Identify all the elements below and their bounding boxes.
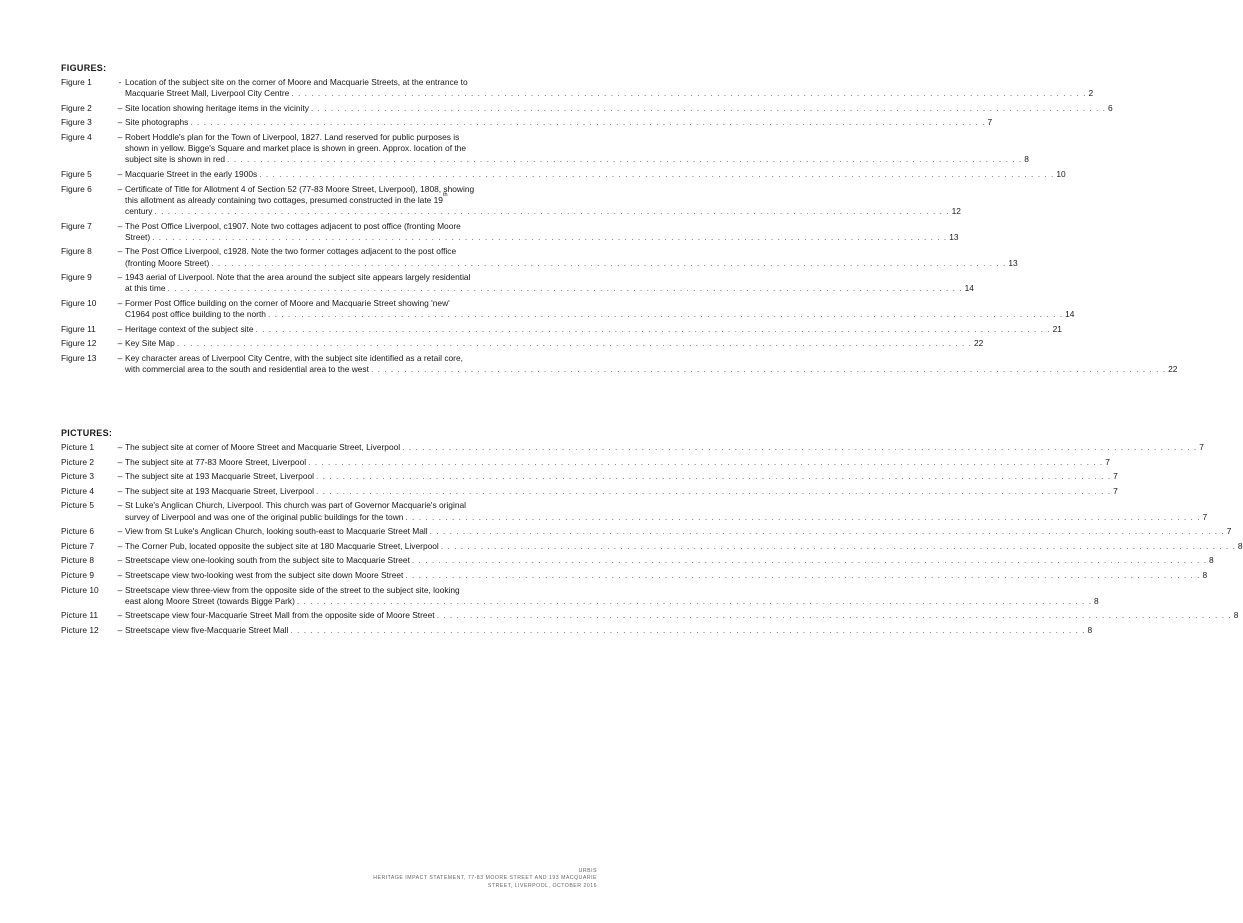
figure-caption bbox=[125, 77, 1094, 99]
figure-entry[interactable] bbox=[61, 297, 1075, 320]
figure-page-number: 14 bbox=[1065, 309, 1075, 320]
figure-caption bbox=[125, 323, 1062, 335]
picture-separator: – bbox=[117, 526, 123, 537]
figure-entry[interactable] bbox=[61, 272, 974, 294]
figure-caption bbox=[125, 168, 1066, 180]
figure-page-number: 10 bbox=[1056, 168, 1066, 179]
picture-page-number: 7 bbox=[1113, 471, 1118, 482]
figure-separator: – bbox=[117, 323, 123, 334]
figure-page-number: 8 bbox=[1024, 154, 1029, 165]
leader-dots: . . . . . . . . . . . . . . . . . . . . . . . . . . . . . . . . . . . . . . . . . . . . . . . . . . . . . . . . . . . . . . . . . . . . . . . . . . . . . . . . . . . . . . . . . . . . . . . . . . . . . . . . . . . . . . . . . . . . . . . . bbox=[402, 442, 1198, 452]
figure-entry[interactable] bbox=[61, 102, 1113, 114]
figure-entry[interactable] bbox=[61, 168, 1066, 180]
figure-caption-line: The Post Office Liverpool, c1928. Note the two former cottages adjacent to the post office bbox=[125, 246, 457, 257]
picture-separator: – bbox=[117, 485, 123, 496]
picture-entry[interactable] bbox=[61, 526, 1232, 537]
figure-caption-line: shown in yellow. Bigge's Square and market place is shown in green. Approx. location of the bbox=[125, 143, 466, 154]
figure-caption-line: Macquarie Street in the early 1900s bbox=[125, 168, 258, 179]
figure-caption-line: Former Post Office building on the corner of Moore and Macquarie Street showing 'new' bbox=[125, 297, 450, 308]
figure-caption bbox=[125, 272, 974, 294]
figure-entry[interactable] bbox=[61, 183, 961, 218]
figure-label: Figure 2 bbox=[61, 102, 92, 113]
picture-caption bbox=[125, 471, 1118, 482]
figure-caption-line: Site photographs bbox=[125, 117, 189, 128]
picture-caption-line: Streetscape view four-Macquarie Street Mall from the opposite side of Moore Street bbox=[125, 610, 435, 621]
leader-dots: . . . . . . . . . . . . . . . . . . . . . . . . . . . . . . . . . . . . . . . . . . . . . . . . . . . . . . . . . . . . . . . . . . . . . . . . . . . . . . . . . . . . . . . . . . . . . . . . . . . . . . . . . . . . . . . . . . . . . . . . bbox=[167, 283, 963, 294]
leader-dots: . . . . . . . . . . . . . . . . . . . . . . . . . . . . . . . . . . . . . . . . . . . . . . . . . . . . . . . . . . . . . . . . . . . . . . . . . . . . . . . . . . . . . . . . . . . . . . . . . . . . . . . . . . . . . . . . . . . . . . . . bbox=[436, 610, 1232, 621]
figure-separator: – bbox=[117, 102, 123, 113]
figure-separator: – bbox=[117, 168, 123, 179]
picture-label: Picture 6 bbox=[61, 526, 95, 537]
picture-caption-line: Streetscape view one-looking south from the subject site to Macquarie Street bbox=[125, 555, 410, 566]
leader-dots: . . . . . . . . . . . . . . . . . . . . . . . . . . . . . . . . . . . . . . . . . . . . . . . . . . . . . . . . . . . . . . . . . . . . . . . . . . . . . . . . . . . . . . . . . . . . . . . . . . . . . . . . . . . . . . . . . . . . . . . . bbox=[405, 569, 1201, 580]
figure-entry[interactable] bbox=[61, 352, 1178, 375]
figure-caption-line: Location of the subject site on the corner of Moore and Macquarie Streets, at the entrance to bbox=[125, 77, 468, 87]
leader-dots: . . . . . . . . . . . . . . . . . . . . . . . . . . . . . . . . . . . . . . . . . . . . . . . . . . . . . . . . . . . . . . . . . . . . . . . . . . . . . . . . . . . . . . . . . . . . . . . . . . . . . . . . . . . . . . . . . . . . . . . . bbox=[296, 595, 1093, 606]
picture-label: Picture 1 bbox=[61, 442, 95, 452]
picture-page-number: 7 bbox=[1226, 526, 1232, 537]
figure-label: Figure 3 bbox=[61, 117, 92, 128]
figure-label: Figure 13 bbox=[61, 352, 97, 363]
figure-label: Figure 6 bbox=[61, 183, 92, 194]
figure-caption bbox=[125, 117, 993, 128]
picture-caption-line: east along Moore Street (towards Bigge Park) bbox=[125, 595, 295, 606]
figure-caption bbox=[125, 102, 1113, 114]
leader-dots: . . . . . . . . . . . . . . . . . . . . . . . . . . . . . . . . . . . . . . . . . . . . . . . . . . . . . . . . . . . . . . . . . . . . . . . . . . . . . . . . . . . . . . . . . . . . . . . . . . . . . . . . . . . . . . . . . . . . . . . . bbox=[227, 154, 1023, 165]
picture-label: Picture 5 bbox=[61, 500, 95, 511]
picture-separator: – bbox=[117, 500, 123, 511]
picture-separator: – bbox=[117, 584, 123, 595]
picture-caption bbox=[125, 456, 1110, 468]
picture-label: Picture 2 bbox=[61, 456, 95, 467]
picture-page-number: 7 bbox=[1105, 456, 1110, 467]
figure-caption-line: Certificate of Title for Allotment 4 of Section 52 (77-83 Moore Street, Liverpool), 1808, showing bbox=[125, 183, 475, 194]
leader-dots: . . . . . . . . . . . . . . . . . . . . . . . . . . . . . . . . . . . . . . . . . . . . . . . . . . . . . . . . . . . . . . . . . . . . . . . . . . . . . . . . . . . . . . . . . . . . . . . . . . . . . . . . . . . . . . . . . . . . . . . . bbox=[411, 555, 1208, 566]
picture-label: Picture 7 bbox=[61, 540, 95, 551]
leader-dots: . . . . . . . . . . . . . . . . . . . . . . . . . . . . . . . . . . . . . . . . . . . . . . . . . . . . . . . . . . . . . . . . . . . . . . . . . . . . . . . . . . . . . . . . . . . . . . . . . . . . . . . . . . . . . . . . . . . . . . . . bbox=[176, 338, 972, 349]
picture-caption bbox=[125, 526, 1232, 537]
figure-label: Figure 10 bbox=[61, 297, 97, 308]
picture-caption bbox=[125, 610, 1239, 621]
picture-entry[interactable] bbox=[61, 584, 1099, 607]
figure-separator: – bbox=[117, 131, 123, 142]
figures-list bbox=[61, 77, 1178, 379]
figure-separator: – bbox=[117, 297, 123, 308]
page-footer bbox=[373, 868, 597, 890]
footer-company: URBIS bbox=[578, 868, 597, 874]
leader-dots: . . . . . . . . . . . . . . . . . . . . . . . . . . . . . . . . . . . . . . . . . . . . . . . . . . . . . . . . . . . . . . . . . . . . . . . . . . . . . . . . . . . . . . . . . . . . . . . . . . . . . . . . . . . . . . . . . . . . . . . . bbox=[308, 456, 1104, 467]
picture-separator: – bbox=[117, 569, 123, 580]
figure-page-number: 22 bbox=[973, 338, 984, 349]
figure-page-number: 13 bbox=[1008, 257, 1018, 268]
picture-entry[interactable] bbox=[61, 569, 1208, 581]
picture-caption-line: The subject site at 193 Macquarie Street, Liverpool bbox=[125, 471, 315, 482]
figure-entry[interactable] bbox=[61, 338, 984, 349]
picture-separator: – bbox=[117, 456, 123, 467]
picture-entry[interactable] bbox=[61, 471, 1118, 482]
figure-separator: – bbox=[117, 183, 123, 194]
pictures-list bbox=[61, 442, 1243, 640]
figure-caption-line: C1964 post office building to the north bbox=[125, 309, 266, 320]
picture-page-number: 7 bbox=[1202, 511, 1208, 522]
footer-report-date: STREET, LIVERPOOL, OCTOBER 2016 bbox=[487, 882, 597, 889]
figure-label: Figure 1 bbox=[61, 77, 92, 87]
picture-caption bbox=[125, 569, 1208, 581]
figure-page-number: 13 bbox=[949, 231, 959, 242]
figure-caption-line: Heritage context of the subject site bbox=[125, 323, 254, 334]
figure-caption-line: this allotment as already containing two cottages, presumed constructed in the late 19 bbox=[125, 194, 443, 205]
picture-caption-line: survey of Liverpool and was one of the original public buildings for the town bbox=[125, 511, 404, 522]
leader-dots: . . . . . . . . . . . . . . . . . . . . . . . . . . . . . . . . . . . . . . . . . . . . . . . . . . . . . . . . . . . . . . . . . . . . . . . . . . . . . . . . . . . . . . . . . . . . . . . . . . . . . . . . . . . . . . . . . . . . . . . . bbox=[316, 471, 1112, 482]
leader-dots: . . . . . . . . . . . . . . . . . . . . . . . . . . . . . . . . . . . . . . . . . . . . . . . . . . . . . . . . . . . . . . . . . . . . . . . . . . . . . . . . . . . . . . . . . . . . . . . . . . . . . . . . . . . . . . . . . . . . . . . . bbox=[370, 364, 1167, 375]
picture-page-number: 8 bbox=[1237, 540, 1243, 551]
pictures-heading: PICTURES: bbox=[61, 428, 113, 438]
leader-dots: . . . . . . . . . . . . . . . . . . . . . . . . . . . . . . . . . . . . . . . . . . . . . . . . . . . . . . . . . . . . . . . . . . . . . . . . . . . . . . . . . . . . . . . . . . . . . . . . . . . . . . . . . . . . . . . . . . . . . . . . bbox=[429, 526, 1225, 537]
picture-caption bbox=[125, 555, 1214, 566]
figure-label: Figure 4 bbox=[61, 131, 92, 142]
figure-page-number: 14 bbox=[964, 283, 974, 294]
picture-label: Picture 10 bbox=[61, 584, 99, 595]
picture-caption-line: The subject site at 193 Macquarie Street, Liverpool bbox=[125, 485, 315, 496]
picture-caption bbox=[125, 540, 1243, 552]
picture-caption-line: The subject site at corner of Moore Street and Macquarie Street, Liverpool bbox=[125, 442, 401, 452]
picture-page-number: 8 bbox=[1094, 595, 1099, 606]
figure-caption bbox=[125, 131, 1029, 166]
figure-entry[interactable] bbox=[61, 246, 1018, 268]
figure-separator: – bbox=[117, 352, 123, 363]
picture-entry[interactable] bbox=[61, 485, 1118, 497]
picture-caption-line: Streetscape view two-looking west from the subject site down Moore Street bbox=[125, 569, 404, 580]
picture-label: Picture 12 bbox=[61, 624, 99, 635]
picture-page-number: 7 bbox=[1113, 485, 1118, 496]
figure-caption-line: Key character areas of Liverpool City Centre, with the subject site identified as a retail core, bbox=[125, 352, 463, 363]
figure-caption-line: Robert Hoddle's plan for the Town of Liverpool, 1827. Land reserved for public purposes is bbox=[125, 131, 460, 142]
figure-caption-line: subject site is shown in red bbox=[125, 154, 226, 165]
leader-dots: . . . . . . . . . . . . . . . . . . . . . . . . . . . . . . . . . . . . . . . . . . . . . . . . . . . . . . . . . . . . . . . . . . . . . . . . . . . . . . . . . . . . . . . . . . . . . . . . . . . . . . . . . . . . . . . . . . . . . . . . bbox=[405, 511, 1201, 522]
figure-caption-line: Key Site Map bbox=[125, 338, 175, 349]
figure-separator: – bbox=[117, 338, 123, 349]
figure-caption-line: Street) bbox=[125, 231, 151, 242]
figure-entry[interactable] bbox=[61, 131, 1029, 166]
picture-caption-line: Streetscape view five-Macquarie Street Mall bbox=[125, 624, 289, 635]
leader-dots: . . . . . . . . . . . . . . . . . . . . . . . . . . . . . . . . . . . . . . . . . . . . . . . . . . . . . . . . . . . . . . . . . . . . . . . . . . . . . . . . . . . . . . . . . . . . . . . . . . . . . . . . . . . . . . . . . . . . . . . . bbox=[290, 624, 1086, 635]
leader-dots: . . . . . . . . . . . . . . . . . . . . . . . . . . . . . . . . . . . . . . . . . . . . . . . . . . . . . . . . . . . . . . . . . . . . . . . . . . . . . . . . . . . . . . . . . . . . . . . . . . . . . . . . . . . . . . . . . . . . . . . . bbox=[310, 102, 1107, 113]
picture-caption-line: The subject site at 77-83 Moore Street, Liverpool bbox=[125, 456, 307, 467]
picture-label: Picture 3 bbox=[61, 471, 95, 482]
figure-caption-line: (fronting Moore Street) bbox=[125, 257, 210, 268]
leader-dots: . . . . . . . . . . . . . . . . . . . . . . . . . . . . . . . . . . . . . . . . . . . . . . . . . . . . . . . . . . . . . . . . . . . . . . . . . . . . . . . . . . . . . . . . . . . . . . . . . . . . . . . . . . . . . . . . . . . . . . . . bbox=[154, 205, 950, 216]
figure-separator: – bbox=[117, 246, 123, 257]
figure-caption-line: at this time bbox=[125, 283, 166, 294]
footer-report-title: HERITAGE IMPACT STATEMENT, 77-83 MOORE STREET AND 193 MACQUARIE bbox=[373, 875, 597, 882]
figure-page-number: 12 bbox=[951, 205, 961, 216]
figure-page-number: 22 bbox=[1168, 364, 1178, 375]
picture-label: Picture 4 bbox=[61, 485, 95, 496]
picture-caption-line: The Corner Pub, located opposite the subject site at 180 Macquarie Street, Liverpool bbox=[125, 540, 439, 551]
figure-label: Figure 11 bbox=[61, 323, 96, 334]
leader-dots: . . . . . . . . . . . . . . . . . . . . . . . . . . . . . . . . . . . . . . . . . . . . . . . . . . . . . . . . . . . . . . . . . . . . . . . . . . . . . . . . . . . . . . . . . . . . . . . . . . . . . . . . . . . . . . . . . . . . . . . . bbox=[190, 117, 986, 128]
picture-caption-line: Streetscape view three-view from the opposite side of the street to the subject site, looking bbox=[125, 584, 460, 595]
figure-caption-line: Macquarie Street Mall, Liverpool City Centre bbox=[125, 88, 290, 99]
figure-label: Figure 5 bbox=[61, 168, 92, 179]
picture-caption bbox=[125, 500, 1208, 522]
figure-separator: – bbox=[117, 220, 123, 231]
figure-superscript: th bbox=[442, 191, 448, 198]
picture-page-number: 8 bbox=[1087, 624, 1093, 635]
figure-caption bbox=[125, 220, 959, 243]
picture-page-number: 8 bbox=[1209, 555, 1214, 566]
figure-caption bbox=[125, 297, 1075, 320]
picture-separator: – bbox=[117, 555, 123, 566]
figure-separator: – bbox=[117, 272, 123, 283]
picture-page-number: 7 bbox=[1199, 442, 1204, 452]
figure-entry[interactable] bbox=[61, 220, 959, 243]
picture-caption bbox=[125, 442, 1204, 453]
leader-dots: . . . . . . . . . . . . . . . . . . . . . . . . . . . . . . . . . . . . . . . . . . . . . . . . . . . . . . . . . . . . . . . . . . . . . . . . . . . . . . . . . . . . . . . . . . . . . . . . . . . . . . . . . . . . . . . . . . . . . . . . bbox=[291, 88, 1087, 99]
picture-separator: – bbox=[117, 624, 123, 635]
picture-label: Picture 8 bbox=[61, 555, 95, 566]
leader-dots: . . . . . . . . . . . . . . . . . . . . . . . . . . . . . . . . . . . . . . . . . . . . . . . . . . . . . . . . . . . . . . . . . . . . . . . . . . . . . . . . . . . . . . . . . . . . . . . . . . . . . . . . . . . . . . . . . . . . . . . . bbox=[152, 231, 948, 242]
figure-label: Figure 8 bbox=[61, 246, 92, 257]
leader-dots: . . . . . . . . . . . . . . . . . . . . . . . . . . . . . . . . . . . . . . . . . . . . . . . . . . . . . . . . . . . . . . . . . . . . . . . . . . . . . . . . . . . . . . . . . . . . . . . . . . . . . . . . . . . . . . . . . . . . . . . . bbox=[440, 540, 1236, 551]
figures-heading: FIGURES: bbox=[61, 63, 107, 73]
leader-dots: . . . . . . . . . . . . . . . . . . . . . . . . . . . . . . . . . . . . . . . . . . . . . . . . . . . . . . . . . . . . . . . . . . . . . . . . . . . . . . . . . . . . . . . . . . . . . . . . . . . . . . . . . . . . . . . . . . . . . . . . bbox=[211, 257, 1007, 268]
figure-label: Figure 9 bbox=[61, 272, 92, 283]
picture-entry[interactable] bbox=[61, 624, 1093, 636]
leader-dots: . . . . . . . . . . . . . . . . . . . . . . . . . . . . . . . . . . . . . . . . . . . . . . . . . . . . . . . . . . . . . . . . . . . . . . . . . . . . . . . . . . . . . . . . . . . . . . . . . . . . . . . . . . . . . . . . . . . . . . . . bbox=[259, 168, 1055, 179]
picture-caption-line: St Luke's Anglican Church, Liverpool. This church was part of Governor Macquarie's original bbox=[125, 500, 467, 511]
figure-caption-line: Site location showing heritage items in the vicinity bbox=[125, 102, 309, 113]
picture-separator: – bbox=[117, 610, 123, 621]
figure-caption-line: 1943 aerial of Liverpool. Note that the area around the subject site appears largely residential bbox=[125, 272, 471, 283]
figure-caption bbox=[125, 352, 1178, 375]
picture-label: Picture 11 bbox=[61, 610, 99, 621]
picture-page-number: 8 bbox=[1233, 610, 1239, 621]
figure-page-number: 2 bbox=[1088, 88, 1094, 99]
figure-caption bbox=[125, 246, 1018, 268]
figure-label: Figure 7 bbox=[61, 220, 92, 231]
figure-page-number: 7 bbox=[987, 117, 993, 128]
figure-caption-line: The Post Office Liverpool, c1907. Note two cottages adjacent to post office (fronting Moore bbox=[125, 220, 461, 231]
figure-label: Figure 12 bbox=[61, 338, 97, 349]
figure-page-number: 21 bbox=[1052, 323, 1062, 334]
leader-dots: . . . . . . . . . . . . . . . . . . . . . . . . . . . . . . . . . . . . . . . . . . . . . . . . . . . . . . . . . . . . . . . . . . . . . . . . . . . . . . . . . . . . . . . . . . . . . . . . . . . . . . . . . . . . . . . . . . . . . . . . bbox=[255, 323, 1051, 334]
picture-entry[interactable] bbox=[61, 555, 1214, 566]
figure-page-number: 6 bbox=[1108, 102, 1113, 113]
picture-caption bbox=[125, 624, 1093, 636]
figure-entry[interactable] bbox=[61, 323, 1062, 335]
figure-caption bbox=[125, 338, 984, 349]
picture-entry[interactable] bbox=[61, 540, 1243, 552]
picture-separator: – bbox=[117, 540, 123, 551]
figure-separator: - bbox=[118, 77, 122, 87]
leader-dots: . . . . . . . . . . . . . . . . . . . . . . . . . . . . . . . . . . . . . . . . . . . . . . . . . . . . . . . . . . . . . . . . . . . . . . . . . . . . . . . . . . . . . . . . . . . . . . . . . . . . . . . . . . . . . . . . . . . . . . . . bbox=[316, 485, 1112, 496]
figure-caption-line: century bbox=[125, 205, 153, 216]
figure-entry[interactable] bbox=[61, 117, 993, 128]
picture-entry[interactable] bbox=[61, 456, 1110, 468]
figure-caption-line: with commercial area to the south and residential area to the west bbox=[125, 364, 369, 375]
picture-page-number: 8 bbox=[1202, 569, 1208, 580]
figure-separator: – bbox=[117, 117, 123, 128]
leader-dots: . . . . . . . . . . . . . . . . . . . . . . . . . . . . . . . . . . . . . . . . . . . . . . . . . . . . . . . . . . . . . . . . . . . . . . . . . . . . . . . . . . . . . . . . . . . . . . . . . . . . . . . . . . . . . . . . . . . . . . . . bbox=[267, 309, 1064, 320]
picture-entry[interactable] bbox=[61, 610, 1239, 621]
picture-separator: – bbox=[117, 442, 123, 452]
figure-entry[interactable] bbox=[61, 77, 1094, 99]
picture-entry[interactable] bbox=[61, 442, 1204, 453]
figure-caption bbox=[125, 183, 961, 218]
picture-label: Picture 9 bbox=[61, 569, 95, 580]
picture-caption bbox=[125, 485, 1118, 497]
picture-entry[interactable] bbox=[61, 500, 1208, 522]
picture-caption bbox=[125, 584, 1099, 607]
picture-separator: – bbox=[117, 471, 123, 482]
picture-caption-line: View from St Luke's Anglican Church, looking south-east to Macquarie Street Mall bbox=[125, 526, 428, 537]
